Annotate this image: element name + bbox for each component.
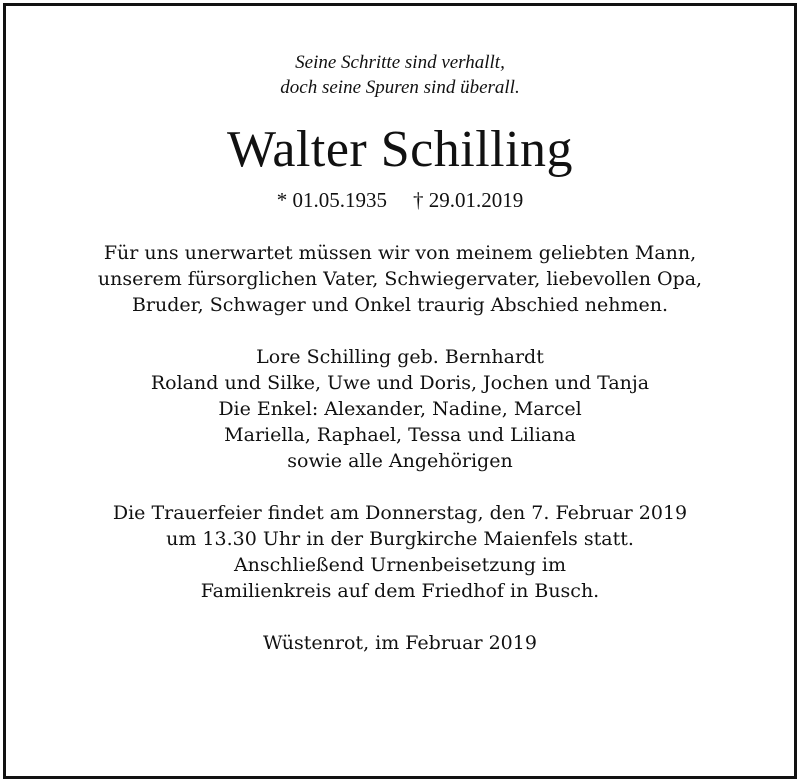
mourner-line: Roland und Silke, Uwe und Doris, Jochen und Tanja — [150, 372, 650, 394]
announcement-text — [6, 240, 794, 318]
deceased-name: Walter Schilling — [226, 121, 574, 178]
ceremony-line: Anschließend Urnenbeisetzung im — [233, 554, 567, 576]
death-date: † 29.01.2019 — [413, 188, 524, 212]
ceremony-line: Die Trauerfeier findet am Donnerstag, den 7. Februar 2019 — [112, 502, 688, 524]
place-and-date: Wüstenrot, im Februar 2019 — [263, 632, 537, 654]
motto-quote — [6, 50, 794, 100]
ceremony-info — [6, 500, 794, 604]
announcement-line: Bruder, Schwager und Onkel traurig Abschied nehmen. — [131, 294, 669, 316]
ceremony-line: um 13.30 Uhr in der Burgkirche Maienfels statt. — [166, 528, 634, 550]
mourner-line: sowie alle Angehörigen — [287, 450, 513, 472]
motto-line: Seine Schritte sind verhallt, — [295, 52, 505, 73]
birth-date: * 01.05.1935 — [276, 188, 387, 212]
mourner-line: Lore Schilling geb. Bernhardt — [256, 346, 544, 368]
announcement-line: unserem fürsorglichen Vater, Schwiegervater, liebevollen Opa, — [97, 268, 703, 290]
life-dates — [6, 186, 794, 214]
ceremony-line: Familienkreis auf dem Friedhof in Busch. — [200, 580, 600, 602]
motto-line: doch seine Spuren sind überall. — [280, 77, 520, 98]
mourners-list — [6, 344, 794, 474]
announcement-line: Für uns unerwartet müssen wir von meinem geliebten Mann, — [103, 242, 697, 264]
obituary-content — [6, 6, 794, 656]
mourner-line: Die Enkel: Alexander, Nadine, Marcel — [218, 398, 582, 420]
mourner-line: Mariella, Raphael, Tessa und Liliana — [224, 424, 576, 446]
